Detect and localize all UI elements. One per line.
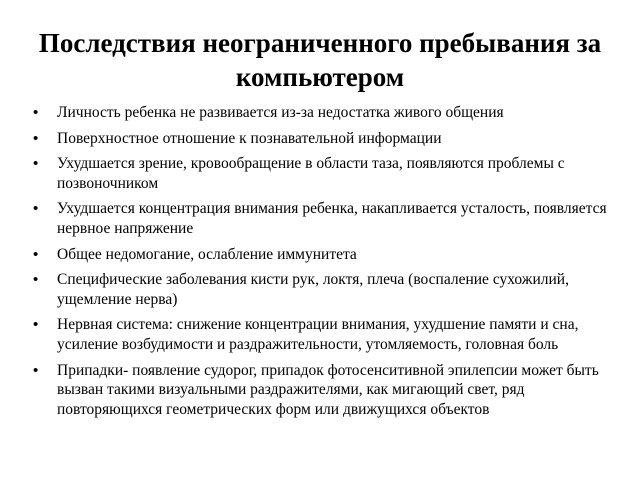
bullet-icon: •: [33, 200, 39, 218]
bullet-item-7: [33, 315, 611, 354]
bullet-item-5: [33, 245, 611, 265]
bullet-item-1: [33, 103, 611, 123]
bullet-icon: •: [33, 104, 39, 121]
bullet-icon: •: [33, 129, 39, 147]
bullet-item-4: [33, 199, 611, 238]
bullet-list: [33, 103, 611, 425]
bullet-icon: •: [33, 155, 39, 173]
bullet-icon: •: [33, 245, 39, 263]
bullet-icon: •: [33, 271, 39, 289]
bullet-text: Припадки- появление судорог, припадок фотосенситивной эпилепсии может быть вызван такими визуальными раздражителями, как мигающий свет, ряд повторяющихся геометрических форм или движущихся объектов: [57, 361, 599, 418]
bullet-text: Специфические заболевания кисти рук, локтя, плеча (воспаление сухожилий, ущемление нерва): [57, 271, 569, 308]
bullet-item-6: [33, 270, 611, 309]
bullet-text: Нервная система: снижение концентрации внимания, ухудшение памяти и сна, усиление возбудимости и раздражительности, утомляемость, головная боль: [57, 316, 579, 353]
bullet-icon: •: [33, 361, 39, 379]
bullet-text: Общее недомогание, ослабление иммунитета: [57, 245, 357, 263]
bullet-item-2: [33, 129, 611, 149]
bullet-text: Поверхностное отношение к познавательной информации: [57, 129, 442, 147]
bullet-text: Ухудшается концентрация внимания ребенка, накапливается усталость, появляется нервное напряжение: [57, 200, 607, 237]
bullet-text: Личность ребенка не развивается из-за недостатка живого общения: [57, 104, 504, 121]
bullet-text: Ухудшается зрение, кровообращение в области таза, появляются проблемы с позвоночником: [57, 155, 565, 192]
bullet-icon: •: [33, 316, 39, 334]
bullet-item-3: [33, 154, 611, 193]
slide-title: Последствия неограниченного пребывания за компьютером: [38, 28, 602, 92]
bullet-item-8: [33, 361, 611, 420]
